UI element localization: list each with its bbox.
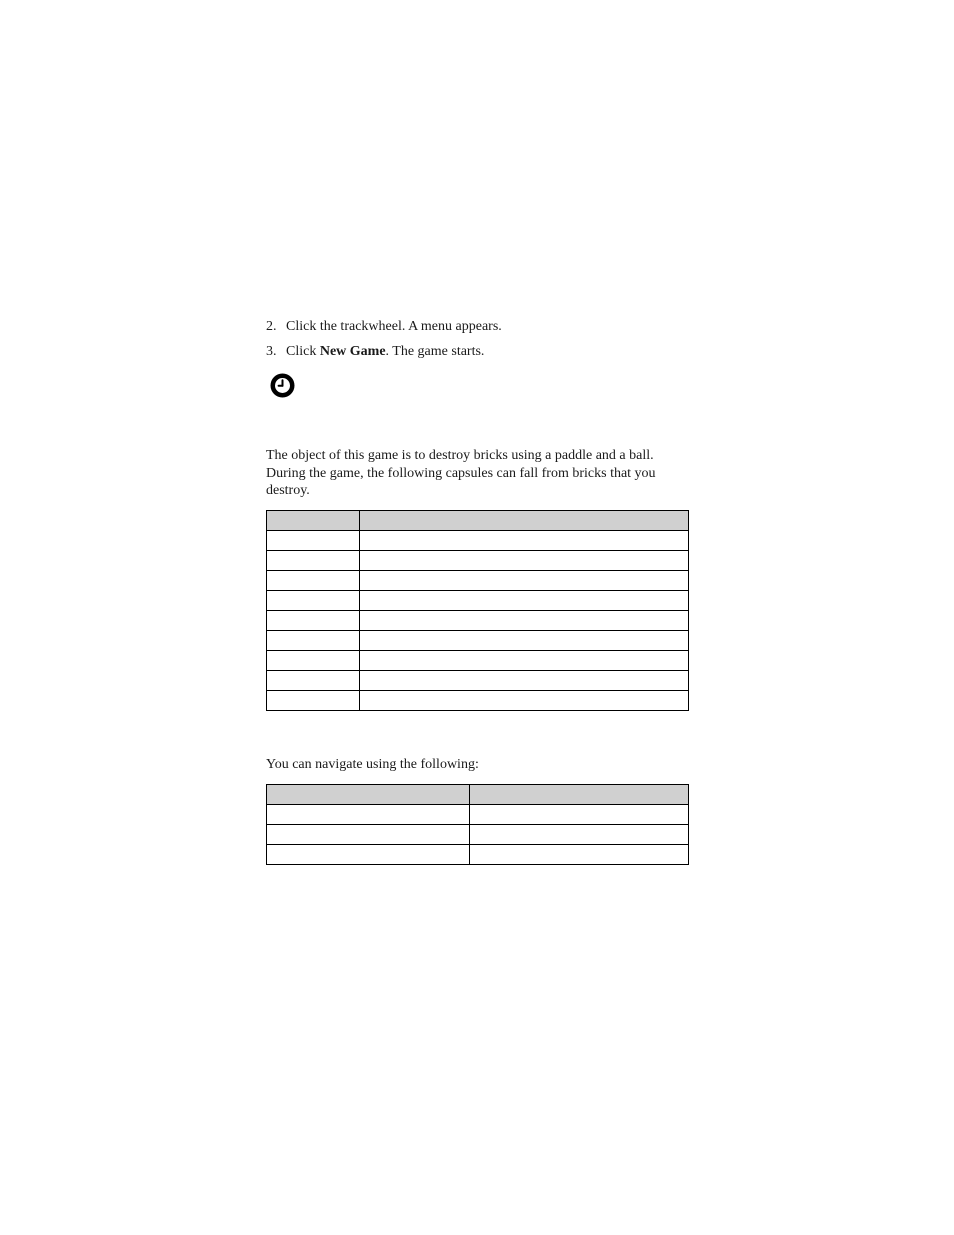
step-number: 2. — [266, 319, 277, 334]
table-cell — [359, 571, 688, 591]
table-header-cell — [469, 785, 688, 805]
table-cell — [359, 671, 688, 691]
table-cell — [267, 531, 360, 551]
table-cell — [267, 571, 360, 591]
clock-icon — [270, 373, 295, 398]
table-cell — [359, 551, 688, 571]
table-row — [267, 651, 689, 671]
table-cell — [359, 531, 688, 551]
table-cell — [469, 805, 688, 825]
step-number: 3. — [266, 344, 277, 359]
table-row — [267, 551, 689, 571]
table-row — [267, 671, 689, 691]
table-row — [267, 591, 689, 611]
table-cell — [267, 691, 360, 711]
capsule-table — [266, 510, 689, 711]
table-cell — [359, 631, 688, 651]
intro-paragraph: The object of this game is to destroy bricks using a paddle and a ball. During the game, the following capsules can fall from bricks that you destroy. — [266, 448, 656, 498]
table-cell — [267, 551, 360, 571]
table-cell — [267, 845, 470, 865]
step-text: Click the trackwheel. A menu appears. — [286, 319, 502, 334]
table-row — [267, 691, 689, 711]
table-header-cell — [359, 511, 688, 531]
table-cell — [267, 631, 360, 651]
table-row — [267, 845, 689, 865]
table-cell — [267, 825, 470, 845]
new-game-label: New Game — [319, 344, 386, 359]
step-2 — [266, 318, 502, 336]
table-row — [267, 571, 689, 591]
table-cell — [359, 651, 688, 671]
table-header-cell — [267, 511, 360, 531]
table-header-cell — [267, 785, 470, 805]
table-row — [267, 611, 689, 631]
table-cell — [267, 671, 360, 691]
table-header-row — [267, 785, 689, 805]
table-cell — [267, 651, 360, 671]
table-cell — [267, 805, 470, 825]
table-row — [267, 805, 689, 825]
navigation-paragraph: You can navigate using the following: — [266, 757, 479, 772]
table-cell — [359, 691, 688, 711]
table-cell — [267, 591, 360, 611]
table-row — [267, 531, 689, 551]
table-cell — [469, 845, 688, 865]
table-header-row — [267, 511, 689, 531]
step-text-after: . The game starts. — [385, 344, 485, 359]
table-cell — [359, 611, 688, 631]
table-cell — [267, 611, 360, 631]
navigation-table — [266, 784, 689, 865]
step-3 — [266, 343, 484, 361]
table-row — [267, 631, 689, 651]
step-text-before: Click — [286, 344, 320, 359]
table-cell — [359, 591, 688, 611]
table-row — [267, 825, 689, 845]
table-cell — [469, 825, 688, 845]
